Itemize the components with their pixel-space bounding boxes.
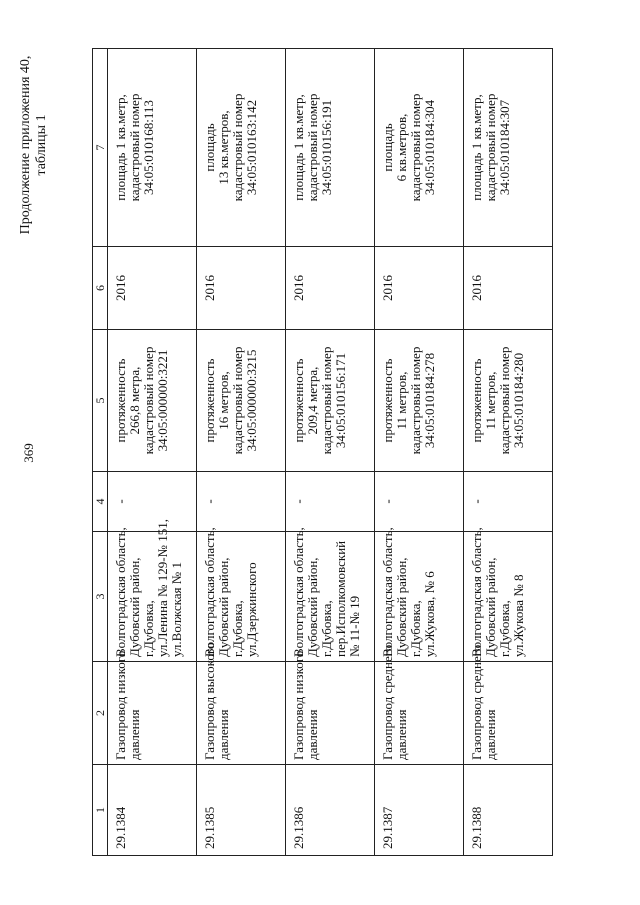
cell-line: площадь [380, 123, 395, 172]
area-info [375, 49, 464, 247]
col4-value: - [108, 472, 197, 532]
cell-line: 34:05:010156:191 [319, 99, 334, 196]
cell-line: № 11-№ 19 [347, 595, 362, 657]
register-table [92, 48, 553, 856]
cell-line: кадастровый номер [305, 93, 320, 202]
col-header: 7 [93, 49, 108, 247]
cell-line: 34:05:010184:278 [422, 352, 437, 449]
cell-line: Волгоградская область, [202, 527, 217, 657]
cell-line: протяженность [291, 358, 306, 443]
cell-line: ул.Ленина № 129-№ 151, [155, 519, 170, 657]
cell-line: кадастровый номер [408, 93, 423, 202]
cell-line: кадастровый номер [230, 346, 245, 455]
address [464, 527, 553, 662]
col4-value: - [464, 472, 553, 532]
cell-line: Дубовский район, [216, 557, 231, 657]
row-number: 29.1385 [197, 765, 286, 856]
area-info [197, 49, 286, 247]
cell-line: протяженность [469, 358, 484, 443]
cell-line: кадастровый номер [319, 346, 334, 455]
cell-line: ул.Дзержинского [244, 562, 259, 657]
cell-line: площадь 1 кв.метр, [469, 94, 484, 201]
cell-line: Волгоградская область, [469, 527, 484, 657]
object-name [286, 650, 375, 765]
col-header: 5 [93, 330, 108, 472]
object-name [375, 644, 464, 765]
cell-line: давления [216, 709, 231, 760]
col4-value: - [286, 472, 375, 532]
table-row [108, 49, 197, 856]
length-info [375, 330, 464, 472]
year: 2016 [286, 247, 375, 330]
continuation-note [18, 25, 50, 265]
continuation-line: таблицы 1 [34, 114, 49, 176]
cell-line: протяженность [113, 358, 128, 443]
object-name [108, 650, 197, 765]
row-number: 29.1388 [464, 765, 553, 856]
cell-line: Волгоградская область, [380, 527, 395, 657]
cell-line: Газопровод высокого [202, 642, 217, 760]
cell-line: 34:05:000000:3221 [155, 349, 170, 452]
cell-line: площадь [202, 123, 217, 172]
cell-line: протяженность [202, 358, 217, 443]
row-number: 29.1384 [108, 765, 197, 856]
area-info [108, 49, 197, 247]
object-name [197, 642, 286, 765]
year: 2016 [464, 247, 553, 330]
cell-line: г.Дубовка, [408, 600, 423, 657]
cell-line: ул.Волжская № 1 [169, 562, 184, 657]
cell-line: кадастровый номер [408, 346, 423, 455]
area-info [286, 49, 375, 247]
cell-line: Волгоградская область, [291, 527, 306, 657]
cell-line: г.Дубовка, [141, 600, 156, 657]
cell-line: площадь 1 кв.метр, [291, 94, 306, 201]
col-header: 2 [93, 662, 108, 765]
cell-line: г.Дубовка, [230, 600, 245, 657]
year: 2016 [108, 247, 197, 330]
cell-line: 34:05:010184:280 [511, 352, 526, 449]
col4-value: - [197, 472, 286, 532]
cell-line: 11 метров, [483, 371, 498, 430]
year: 2016 [197, 247, 286, 330]
cell-line: 266,8 метра, [127, 366, 142, 435]
col4-value: - [375, 472, 464, 532]
cell-line: ул.Жукова, № 6 [422, 571, 437, 657]
cell-line: давления [127, 709, 142, 760]
cell-line: Дубовский район, [127, 557, 142, 657]
cell-line: 13 кв.метров, [216, 110, 231, 185]
table-row [375, 49, 464, 856]
address [108, 519, 197, 662]
cell-line: площадь 1 кв.метр, [113, 94, 128, 201]
address [375, 527, 464, 662]
cell-line: давления [394, 709, 409, 760]
length-info [464, 330, 553, 472]
header-row [93, 49, 108, 856]
cell-line: Волгоградская область, [113, 527, 128, 657]
cell-line: 34:05:010156:171 [333, 352, 348, 449]
table-body [108, 49, 553, 856]
cell-line: 6 кв.метров, [394, 113, 409, 182]
year: 2016 [375, 247, 464, 330]
address [286, 527, 375, 662]
table-row [286, 49, 375, 856]
col-header: 4 [93, 472, 108, 532]
area-info [464, 49, 553, 247]
address [197, 527, 286, 662]
cell-line: 16 метров, [216, 371, 231, 430]
continuation-line: Продолжение приложения 40, [18, 55, 33, 235]
cell-line: Газопровод среднего [380, 644, 395, 760]
cell-line: 34:05:010168:113 [141, 100, 156, 195]
cell-line: г.Дубовка, [497, 600, 512, 657]
cell-line: 34:05:010163:142 [244, 99, 259, 196]
cell-line: Дубовский район, [305, 557, 320, 657]
cell-line: давления [483, 709, 498, 760]
cell-line: давления [305, 709, 320, 760]
cell-line: Дубовский район, [483, 557, 498, 657]
cell-line: кадастровый номер [497, 346, 512, 455]
page-number: 369 [21, 443, 36, 463]
cell-line: кадастровый номер [483, 93, 498, 202]
cell-line: пер.Исполкомовский [333, 540, 348, 657]
cell-line: кадастровый номер [230, 93, 245, 202]
cell-line: г.Дубовка, [319, 600, 334, 657]
object-name [464, 644, 553, 765]
cell-line: 11 метров, [394, 371, 409, 430]
row-number: 29.1387 [375, 765, 464, 856]
cell-line: протяженность [380, 358, 395, 443]
length-info [108, 330, 197, 472]
row-number: 29.1386 [286, 765, 375, 856]
cell-line: Газопровод среднего [469, 644, 484, 760]
col-header: 1 [93, 765, 108, 856]
col-header: 6 [93, 247, 108, 330]
length-info [286, 330, 375, 472]
cell-line: 209,4 метра, [305, 366, 320, 435]
table-row [197, 49, 286, 856]
cell-line: кадастровый номер [141, 346, 156, 455]
cell-line: Газопровод низкого [113, 650, 128, 760]
col-header: 3 [93, 532, 108, 662]
length-info [197, 330, 286, 472]
cell-line: 34:05:000000:3215 [244, 349, 259, 452]
cell-line: Дубовский район, [394, 557, 409, 657]
cell-line: Газопровод низкого [291, 650, 306, 760]
cell-line: 34:05:010184:307 [497, 99, 512, 196]
cell-line: ул.Жукова № 8 [511, 574, 526, 657]
table-row [464, 49, 553, 856]
cell-line: кадастровый номер [127, 93, 142, 202]
cell-line: 34:05:010184:304 [422, 99, 437, 196]
